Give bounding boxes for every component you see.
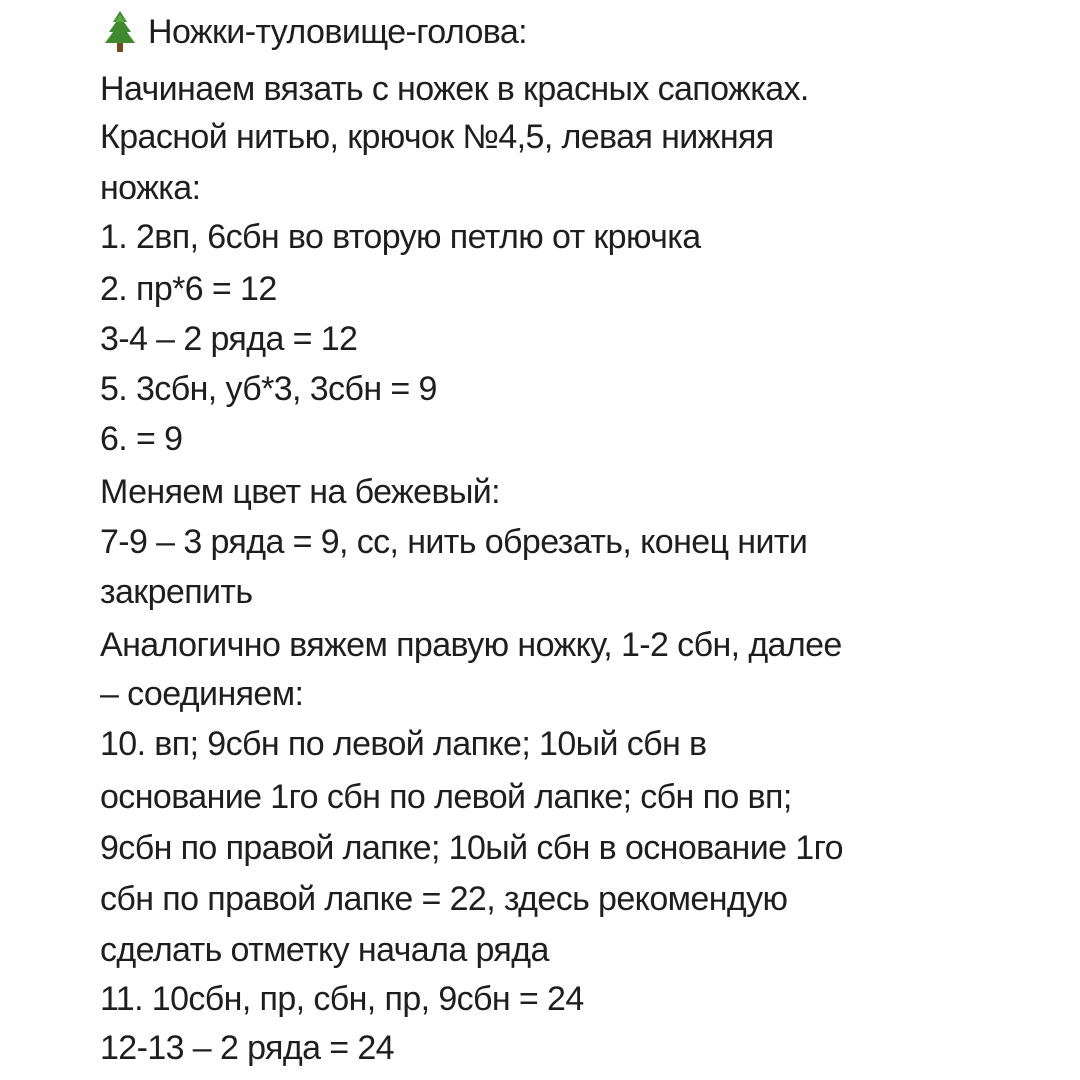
text-line-20: 12-13 – 2 ряда = 24 [100,1029,394,1067]
text-line-18: сделать отметку начала ряда [100,931,549,969]
tree-icon [100,10,140,54]
text-line-19: 11. 10сбн, пр, сбн, пр, 9сбн = 24 [100,980,584,1018]
text-line-12: Аналогично вяжем правую ножку, 1-2 сбн, далее [100,626,842,664]
text-line-15: основание 1го сбн по левой лапке; сбн по вп; [100,778,792,816]
text-line-7: 5. 3сбн, уб*3, 3сбн = 9 [100,370,437,408]
text-line-17: сбн по правой лапке = 22, здесь рекомендую [100,880,788,918]
text-line-10: 7-9 – 3 ряда = 9, сс, нить обрезать, конец нити [100,523,808,561]
text-line-4: 1. 2вп, 6сбн во вторую петлю от крючка [100,218,701,256]
text-line-6: 3-4 – 2 ряда = 12 [100,320,358,358]
text-line-14: 10. вп; 9сбн по левой лапке; 10ый сбн в [100,725,707,763]
text-line-13: – соединяем: [100,675,304,713]
text-line-2: Красной нитью, крючок №4,5, левая нижняя [100,118,774,156]
text-line-3: ножка: [100,169,201,207]
text-line-9: Меняем цвет на бежевый: [100,473,501,511]
text-line-11: закрепить [100,573,253,611]
section-title [100,6,527,58]
text-line-1: Начинаем вязать с ножек в красных сапожках. [100,70,809,108]
text-line-8: 6. = 9 [100,420,183,458]
text-line-5: 2. пр*6 = 12 [100,270,277,308]
section-title-text: Ножки-туловище-голова: [148,13,528,51]
text-line-16: 9сбн по правой лапке; 10ый сбн в основание 1го [100,829,843,867]
